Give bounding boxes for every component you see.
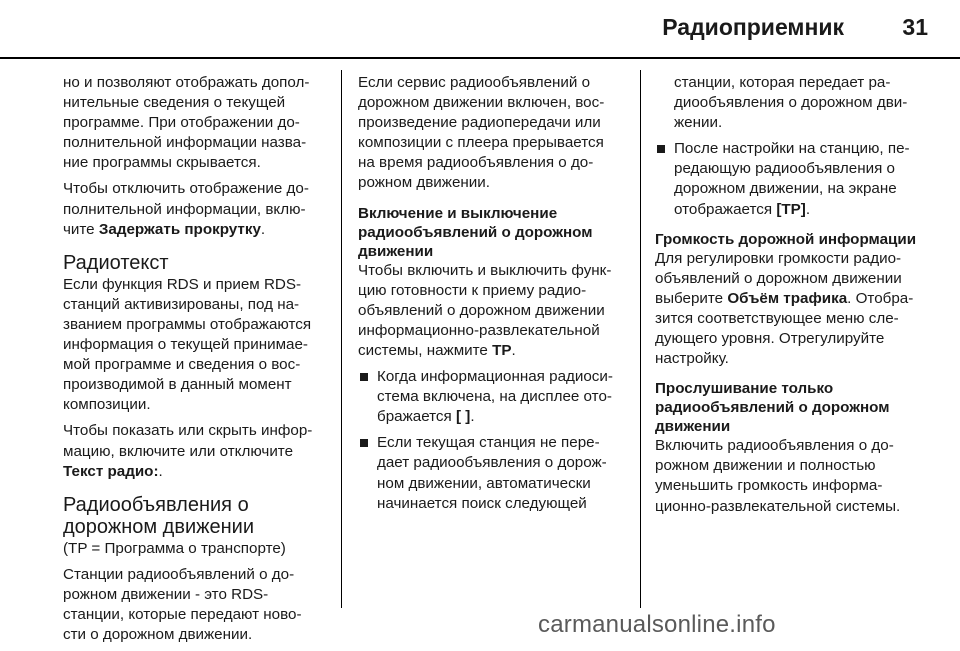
paragraph: станции, которая передает ра- диообъявления о дорожном дви- жении. [674, 74, 908, 132]
menu-item-reference: Задержать прокрутку [98, 220, 261, 238]
menu-item-reference: Объём трафика [727, 289, 848, 307]
subheading-listen: Прослушивание только радиообъявлений о дорожном движении [655, 380, 890, 436]
bullet-icon [360, 373, 368, 381]
column-divider [341, 70, 342, 608]
subheading-volume: Громкость дорожной информации [655, 230, 917, 248]
tp-definition: (TP = Программа о транспорте) [63, 539, 286, 557]
section-heading-traffic: Радиообъявления о дорожном движении [63, 493, 255, 538]
paragraph: Если сервис радиообъявлений о дорожном движении включен, вос- произведение радиопередачи или композиции с плеера прерывается на время радиообъявления о до- рожном движении. [358, 74, 605, 192]
menu-item-reference: Текст радио: [63, 462, 159, 480]
watermark: carmanualsonline.info [538, 611, 776, 638]
bullet-list [655, 139, 945, 219]
page-header-title: Радиоприемник [662, 14, 844, 40]
paragraph: Станции радиообъявлений о до- рожном движении - это RDS- станции, которые передают ново- сти о дорожном движении. [63, 565, 302, 644]
list-item: После настройки на станцию, пе- редающую радиообъявления о дорожном движении, на экране отображается [TP]. [655, 139, 945, 219]
column-2 [358, 73, 636, 521]
paragraph: Для регулировки громкости радио- объявлений о дорожном движении выберите Объём трафика. Отобра- зится соответствующее меню сле- дующего уровня. Отрегулируйте настройку. [655, 249, 914, 368]
list-item: Если текущая станция не пере- дает радиообъявления о дорож- ном движении, автоматически начинается поиск следующей [358, 433, 636, 513]
column-1 [63, 73, 335, 651]
header-rule [0, 57, 960, 59]
bullet-icon [360, 439, 368, 447]
section-heading-radiotext: Радиотекст [63, 251, 169, 274]
subheading-onoff: Включение и выключение радиообъявлений о дорожном движении [358, 204, 593, 260]
paragraph: Чтобы отключить отображение до- полнительной информации, вклю- чите Задержать прокрутку. [63, 180, 309, 238]
button-reference: TP [492, 341, 512, 359]
paragraph: Чтобы показать или скрыть инфор- мацию, включите или отключите Текст радио:. [63, 422, 313, 480]
paragraph: Включить радиообъявления о до- рожном движении и полностью уменьшить громкость информа- ционно-развлекательной системы. [655, 437, 901, 515]
page-number: 31 [902, 14, 928, 40]
display-indicator: [TP] [776, 200, 806, 218]
list-item: Когда информационная радиоси- стема включена, на дисплее ото- бражается [ ]. [358, 367, 636, 427]
bullet-list [358, 367, 636, 514]
paragraph: Если функция RDS и прием RDS- станций активизированы, под на- званием программы отображаются информация о текущей принимае- мой программе и сведения о вос- производимой в данный момент композиции. [63, 275, 312, 414]
paragraph: Чтобы включить и выключить функ- цию готовности к приему радио- объявлений о дорожном движении информационно-развлекательной системы, нажмите TP. [358, 261, 612, 359]
column-3 [655, 73, 945, 523]
column-divider [640, 70, 641, 608]
display-indicator: [ ] [455, 408, 471, 426]
bullet-icon [657, 145, 665, 153]
paragraph: но и позволяют отображать допол- нительные сведения о текущей программе. При отображении до- полнительной информации назва- ние программы скрывается. [63, 74, 310, 172]
